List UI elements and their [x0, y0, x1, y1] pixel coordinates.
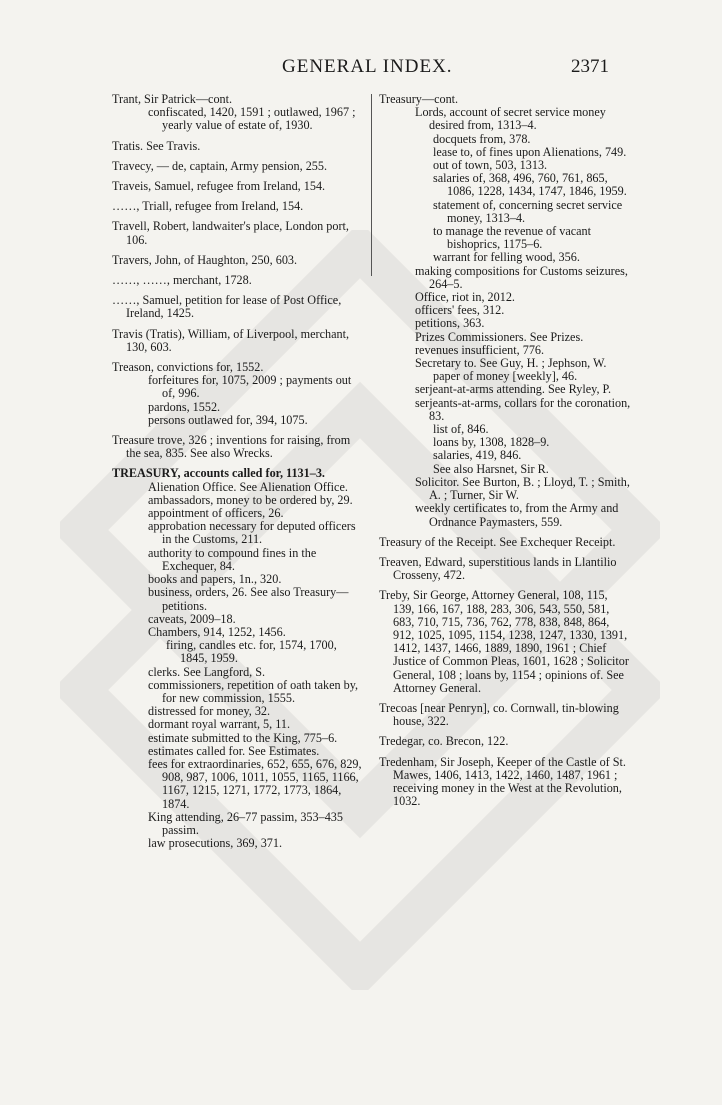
index-subentry: law prosecutions, 369, 371.	[148, 836, 283, 851]
index-entry: Travers, John, of Haughton, 250, 603.	[112, 252, 298, 267]
index-subentry: forfeitures for, 1075, 2009 ; payments out of, 996.	[148, 373, 352, 401]
index-subentry: Lords, account of secret service money desired from, 1313–4.	[415, 105, 606, 133]
index-entry: Travell, Robert, landwaiter's place, London port, 106.	[112, 219, 349, 247]
index-subentry: weekly certificates to, from the Army and Ordnance Paymasters, 559.	[415, 501, 619, 529]
index-subentry: making compositions for Customs seizures, 264–5.	[415, 263, 628, 291]
index-entry: Travis (Tratis), William, of Liverpool, merchant, 130, 603.	[112, 326, 350, 354]
index-subentry: revenues insufficient, 776.	[415, 342, 545, 357]
index-entry: Travecy, — de, captain, Army pension, 255.	[112, 158, 328, 173]
index-subentry: Office, riot in, 2012.	[415, 290, 515, 305]
index-subentry: books and papers, 1n., 320.	[148, 572, 282, 587]
index-entry: Treason, convictions for, 1552.	[112, 360, 264, 375]
index-subentry: business, orders, 26. See also Treasury—petitions.	[148, 585, 349, 613]
index-subentry: dormant royal warrant, 5, 11.	[148, 717, 291, 732]
index-entry: Tratis. See Travis.	[112, 138, 201, 153]
index-subentry: docquets from, 378.	[433, 131, 531, 146]
index-column-right	[379, 93, 631, 808]
index-subentry: out of town, 503, 1313.	[433, 158, 548, 173]
index-entry: Treby, Sir George, Attorney General, 108, 115, 139, 166, 167, 188, 283, 306, 543, 550, 581, 683, 710, 715, 736, 762, 778, 838, 848, 864, 912, 1025, 1095, 1154, 1238, 1247, 1330, 1391, 1412, 1437, 1466, 1889, 1890, 1961 ; Chief Justice of Common Pleas, 1601, 1628 ; Solicitor General, 108 ; loans by, 1154 ; opinions of. See Attorney General.	[379, 588, 629, 695]
index-subentry: lease to, of fines upon Alienations, 749.	[433, 144, 627, 159]
index-entry: Tredegar, co. Brecon, 122.	[379, 734, 509, 749]
index-subentry: fees for extraordinaries, 652, 655, 676, 829, 908, 987, 1006, 1011, 1055, 1165, 1166, 1167, 1215, 1271, 1772, 1773, 1864, 1874.	[148, 756, 362, 811]
index-subentry: Alienation Office. See Alienation Office.	[148, 479, 348, 494]
index-subentry: salaries, 419, 846.	[433, 448, 522, 463]
index-subentry: Chambers, 914, 1252, 1456.	[148, 624, 286, 639]
index-subentry: Solicitor. See Burton, B. ; Lloyd, T. ; Smith, A. ; Turner, Sir W.	[415, 474, 630, 503]
index-entry: Treasury—cont.	[379, 92, 459, 106]
index-subentry: to manage the revenue of vacant bishoprics, 1175–6.	[433, 224, 592, 252]
index-subentry: distressed for money, 32.	[148, 704, 271, 719]
index-subentry: approbation necessary for deputed officers in the Customs, 211.	[148, 519, 356, 547]
index-subentry: Prizes Commissioners. See Prizes.	[415, 329, 584, 344]
index-entry: ……, Triall, refugee from Ireland, 154.	[112, 199, 304, 214]
index-subentry: appointment of officers, 26.	[148, 506, 284, 521]
index-subentry: caveats, 2009–18.	[148, 611, 236, 626]
index-subentry: commissioners, repetition of oath taken by, for new commission, 1555.	[148, 677, 359, 705]
index-entry: Treaven, Edward, superstitious lands in Llantilio Crosseny, 472.	[379, 554, 617, 583]
index-subentry: paper of money [weekly], 46.	[433, 369, 578, 384]
index-entry: ……, Samuel, petition for lease of Post Office, Ireland, 1425.	[112, 293, 342, 321]
index-entry: ……, ……, merchant, 1728.	[112, 273, 252, 288]
index-subentry: clerks. See Langford, S.	[148, 664, 266, 679]
index-subentry: pardons, 1552.	[148, 399, 221, 414]
index-subentry: Secretary to. See Guy, H. ; Jephson, W.	[415, 356, 607, 371]
index-subentry: estimates called for. See Estimates.	[148, 743, 320, 758]
index-subentry: King attending, 26–77 passim, 353–435 passim.	[148, 809, 343, 837]
running-head: GENERAL INDEX.	[282, 56, 453, 77]
index-subentry: authority to compound fines in the Exchequer, 84.	[148, 545, 317, 573]
index-subentry: salaries of, 368, 496, 760, 761, 865, 1086, 1228, 1434, 1747, 1846, 1959.	[433, 171, 627, 199]
index-subentry: See also Harsnet, Sir R.	[433, 461, 549, 476]
index-subentry: petitions, 363.	[415, 316, 485, 331]
index-subentry: estimate submitted to the King, 775–6.	[148, 730, 338, 745]
index-subentry: confiscated, 1420, 1591 ; outlawed, 1967 ; yearly value of estate of, 1930.	[148, 105, 356, 133]
index-entry: Tredenham, Sir Joseph, Keeper of the Castle of St. Mawes, 1406, 1413, 1422, 1460, 1487, 1961 ; receiving money in the West at the Revolution, 1032.	[379, 754, 626, 809]
index-entry: Trant, Sir Patrick—cont.	[112, 92, 233, 106]
index-entry: Traveis, Samuel, refugee from Ireland, 154.	[112, 179, 326, 194]
index-subentry: statement of, concerning secret service money, 1313–4.	[433, 197, 623, 225]
index-entry: Treasury of the Receipt. See Exchequer Receipt.	[379, 534, 616, 549]
index-subentry: loans by, 1308, 1828–9.	[433, 435, 550, 450]
index-subentry: ambassadors, money to be ordered by, 29.	[148, 492, 353, 507]
column-divider	[371, 94, 372, 276]
index-subentry: list of, 846.	[433, 422, 489, 437]
index-subentry: officers' fees, 312.	[415, 303, 505, 318]
page-number: 2371	[571, 56, 609, 77]
index-subentry: persons outlawed for, 394, 1075.	[148, 412, 308, 427]
index-column-left	[112, 93, 364, 850]
index-entry: Treasure trove, 326 ; inventions for raising, from the sea, 835. See also Wrecks.	[112, 433, 351, 461]
index-subentry: serjeants-at-arms, collars for the coronation, 83.	[415, 395, 631, 423]
index-subentry: warrant for felling wood, 356.	[433, 250, 580, 265]
index-subentry: firing, candles etc. for, 1574, 1700, 1845, 1959.	[166, 638, 337, 666]
index-entry: TREASURY, accounts called for, 1131–3.	[112, 466, 325, 481]
index-subentry: serjeant-at-arms attending. See Ryley, P.	[415, 382, 612, 397]
page-header	[0, 56, 722, 82]
index-entry: Trecoas [near Penryn], co. Cornwall, tin-blowing house, 322.	[379, 700, 619, 729]
